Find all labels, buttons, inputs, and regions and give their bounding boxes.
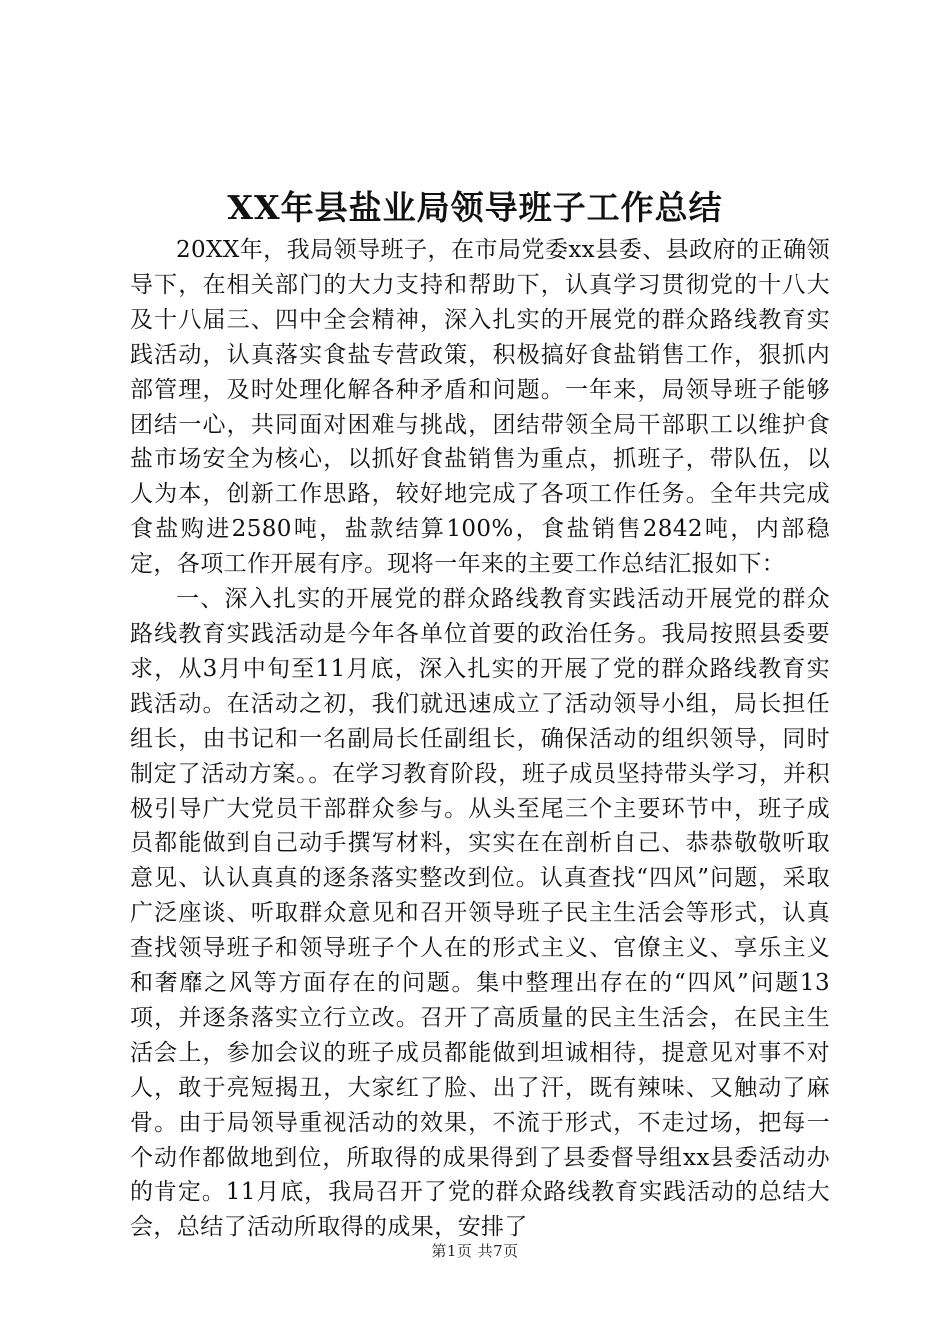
document-body	[130, 233, 830, 1245]
paragraph-section-1: 一、深入扎实的开展党的群众路线教育实践活动开展党的群众路线教育实践活动是今年各单位首要的政治任务。我局按照县委要求，从3月中旬至11月底，深入扎实的开展了党的群众路线教育实践活动。在活动之初，我们就迅速成立了活动领导小组，局长担任组长，由书记和一名副局长任副组长，确保活动的组织领导，同时制定了活动方案。。在学习教育阶段，班子成员坚持带头学习，并积极引导广大党员干部群众参与。从头至尾三个主要环节中，班子成员都能做到自己动手撰写材料，实实在在剖析自己、恭恭敬敬听取意见、认认真真的逐条落实整改到位。认真查找“四风”问题，采取广泛座谈、听取群众意见和召开领导班子民主生活会等形式，认真查找领导班子和领导班子个人在的形式主义、官僚主义、享乐主义和奢靡之风等方面存在的问题。集中整理出存在的“四风”问题13项，并逐条落实立行立改。召开了高质量的民主生活会，在民主生活会上，参加会议的班子成员都能做到坦诚相待，提意见对事不对人，敢于亮短揭丑，大家红了脸、出了汗，既有辣味、又触动了麻骨。由于局领导重视活动的效果，不流于形式，不走过场，把每一个动作都做地到位，所取得的成果得到了县委督导组xx县委活动办的肯定。11月底，我局召开了党的群众路线教育实践活动的总结大会，总结了活动所取得的成果，安排了	[130, 586, 830, 1241]
page-footer: 第1页 共7页	[431, 1242, 519, 1260]
paragraph-intro: 20XX年，我局领导班子，在市局党委xx县委、县政府的正确领导下，在相关部门的大力支持和帮助下，认真学习贯彻党的十八大及十八届三、四中全会精神，深入扎实的开展党的群众路线教育实践活动，认真落实食盐专营政策，积极搞好食盐销售工作，狠抓内部管理，及时处理化解各种矛盾和问题。一年来，局领导班子能够团结一心，共同面对困难与挑战，团结带领全局干部职工以维护食盐市场安全为核心，以抓好食盐销售为重点，抓班子，带队伍，以人为本，创新工作思路，较好地完成了各项工作任务。全年共完成食盐购进2580吨，盐款结算100%，食盐销售2842吨，内部稳定，各项工作开展有序。现将一年来的主要工作总结汇报如下：	[130, 237, 830, 578]
document-title: XX年县盐业局领导班子工作总结	[227, 188, 723, 227]
